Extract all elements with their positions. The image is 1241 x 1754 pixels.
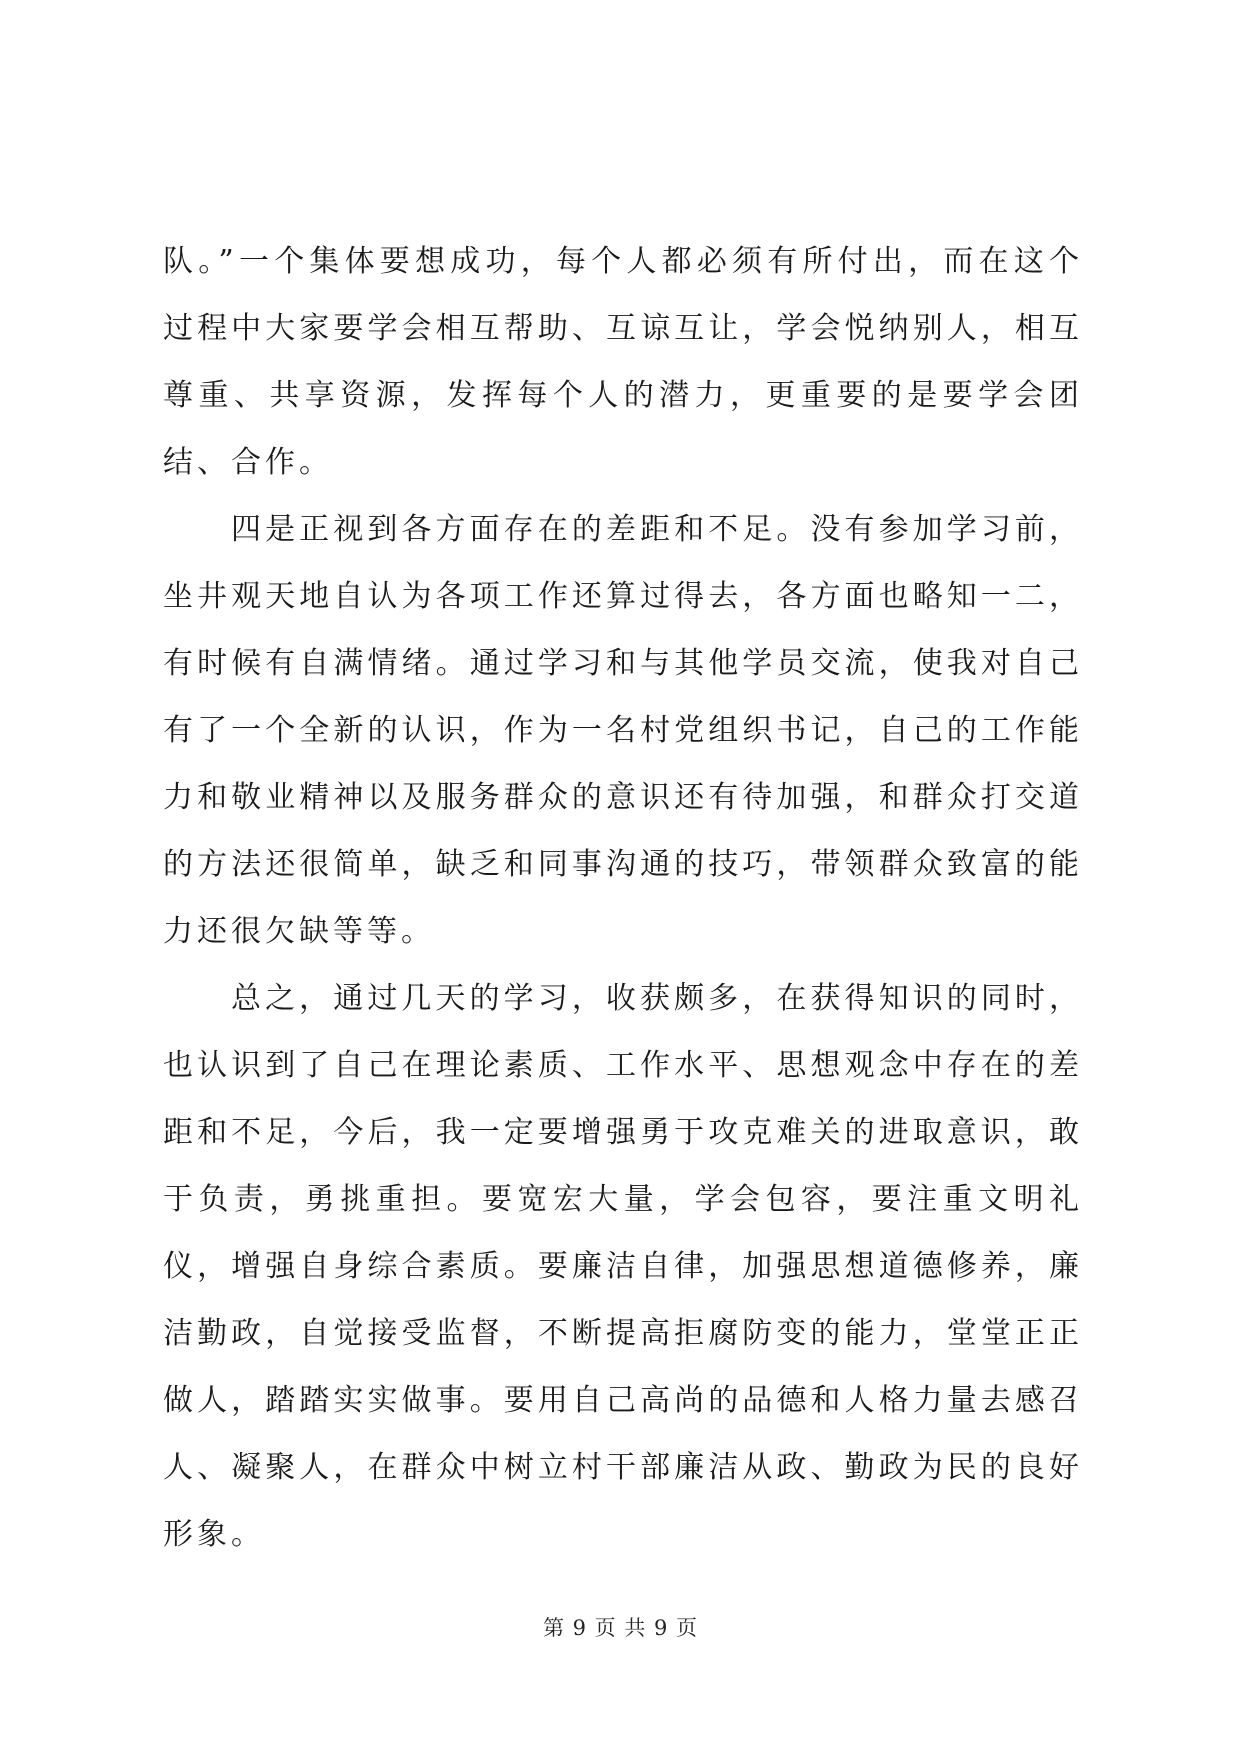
paragraph-3: 总之，通过几天的学习，收获颇多，在获得知识的同时，也认识到了自己在理论素质、工作水平、思想观念中存在的差距和不足，今后，我一定要增强勇于攻克难关的进取意识，敢于负责，勇挑重担。要宽宏大量，学会包容，要注重文明礼仪，增强自身综合素质。要廉洁自律，加强思想道德修养，廉洁勤政，自觉接受监督，不断提高拒腐防变的能力，堂堂正正做人，踏踏实实做事。要用自己高尚的品德和人格力量去感召人、凝聚人，在群众中树立村干部廉洁从政、勤政为民的良好形象。 [163, 981, 1083, 1552]
page-footer: 第 9 页 共 9 页 [542, 1616, 699, 1640]
paragraph-1: 队。”一个集体要想成功，每个人都必须有所付出，而在这个过程中大家要学会相互帮助、互谅互让，学会悦纳别人，相互尊重、共享资源，发挥每个人的潜力，更重要的是要学会团结、合作。 [163, 244, 1083, 480]
document-body [163, 228, 1083, 1568]
paragraph-2: 四是正视到各方面存在的差距和不足。没有参加学习前，坐井观天地自认为各项工作还算过得去，各方面也略知一二，有时候有自满情绪。通过学习和与其他学员交流，使我对自己有了一个全新的认识，作为一名村党组织书记，自己的工作能力和敬业精神以及服务群众的意识还有待加强，和群众打交道的方法还很简单，缺乏和同事沟通的技巧，带领群众致富的能力还很欠缺等等。 [163, 512, 1083, 949]
